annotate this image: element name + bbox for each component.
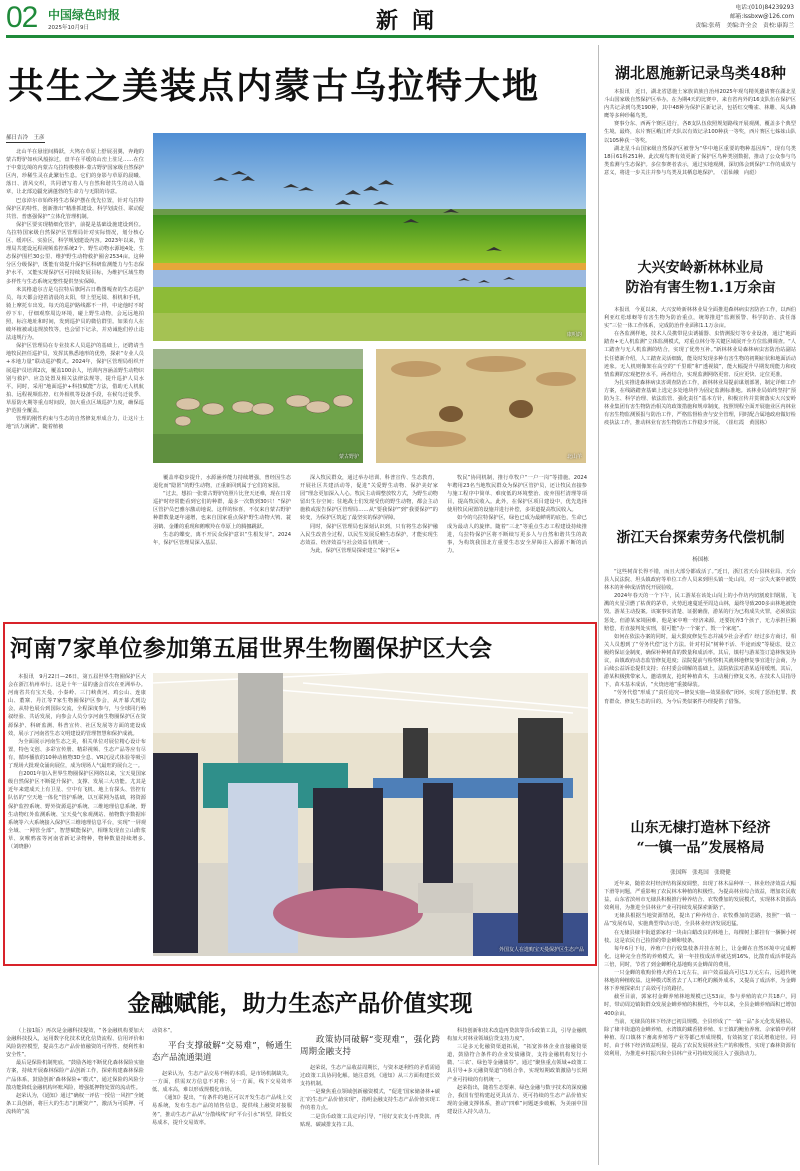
photo-ibex [376, 349, 586, 463]
paragraph: 每年6月下旬，养殖户自行收集枝条并挂在树上，让金蝉在自然环境中完成孵化。这种完全自然的养殖模式，第一年挂枝成活率就达到16%，比散育成活率提高三倍，同时，节省了到金蝉孵化基地购买金蝉苗的费用。 [604, 945, 796, 968]
paragraph: 如今的乌拉特保护区，绿色已成为最鲜明的底色，生命已成为最动人的旋律。随着“三北”等重点生态工程建设持续推进，乌拉特保护区将不断续写更多人与自然和谐共生的故事，为构筑我国北方重要生态安全屏障注入源源不断的活力。 [447, 515, 587, 554]
paragraph: 为扎实推进森林病虫害调查防治工作，新林林业局提前谋划部署，制定详细工作方案，在线路踏查基础上选定多处地块作为固定监测标准地。该林业局始终坚持“预防为主、科学治理、依法监管、强化责任”基本方针，积极宣传并贯彻落实大兴安岭林业集团有害生物防治相关的政策措施和规章制度，按照规程全面开展施业区内林业有害生物监测预报与防治工作，严格监督检查与安全管理，同时配合属地政府做好检疫执法工作，推动林业有害生物防治工作稳步开展。 （崔红霞 黄国栋） [604, 379, 796, 427]
paragraph: 深入牧民群众，通过举办培训、科普宣传、生态教育，开展社区共建活动等，促进“关爱野生动物、保护美好家园”理念更加深入人心。牧民主动调整放牧方式，为野生动物留出生存空间；驻地战士们发现受伤的野生动物，都会主动施救或报告保护区管理局……从“要我保护”到“我要保护”的转变，为保护区筑起了最坚实的保护屏障。 [300, 475, 438, 522]
finance-column-1 [6, 1027, 144, 1167]
page-number: 02 [6, 1, 38, 34]
lead-column-4 [447, 474, 587, 614]
finance-subhead-2: 政策协同破解“变现难”，强化跨周期金融支持 [300, 1035, 440, 1057]
paragraph: “过去，想拍一张蒙古野驴的照片比登天还难，现在日常巡护时经常能看到它们的种群，最多一次数到30只！”保护区管护员巴雅尔激动地说。这样的惊喜，不仅来自蒙古野驴种群数量逐年递增，也来自国家重点保护野生动物大鸨、蓑羽鹤、金雕的重现和鹅喉羚在草原上的腾挪跳跃。 [153, 491, 291, 530]
paragraph: 一只金蝉的收购价格大约在1元左右，亩户效益最高可达1万元左右，远超传统林地的种植收益。这种模式既省去了人工孵化的额外成本，又提高了成活率，为金蝉林下养殖探索出了高效可行的路径。 [604, 970, 796, 993]
photo-caption: 北山羊 [566, 454, 582, 460]
editors: 责编:张萌 美编:许全会 责校:康海兰 [695, 23, 794, 29]
paragraph: “这些树苗长得不错，而且大部分都成活了。”近日，浙江省天台县林业局、天台县人民法院、坦头镇政府等单位工作人员来到坦头镇一处山岗，对一宗失火案中被毁林木的补种成活情况开展验收。 [604, 569, 796, 592]
paragraph: 牧民”协同机制，推行草牧户“一户一岗”等措施。2024年聘用23名当地牧民群众为保护区管护员，还让牧民直接参与施工程序中简单、难度低的环境整治、废弃围栏清理等项目，提高牧民收入。此外，在保护区项目建设中，优先选择使用牧民闲置的设施并进行补偿，多渠道提高牧民收入。 [447, 475, 587, 514]
finance-column-4 [447, 1027, 587, 1167]
photo-credit: 康明韵 [566, 332, 582, 338]
daxinganling-headline: 大兴安岭新林林业局 防治有害生物1.1万余亩 [625, 260, 776, 296]
zhejiang-headline: 浙江天台探索劳务代偿机制 [616, 530, 785, 546]
paragraph: “劳务代偿”形成了“责任追究—修复实施—效果验收”闭环，实现了惩治犯罪、教育群众、修复生态的目的，为今后类似案件办理提供了借鉴。 [604, 690, 796, 705]
newspaper-logo: 中国绿色时报 [48, 8, 121, 22]
photo-wild-asses [153, 349, 363, 463]
lead-headline: 共生之美装点内蒙古乌拉特大地 [8, 65, 541, 107]
paragraph: 管理的刚性约束与生态的自然修复形成合力，让这片土地“活力满满”。随着植被 [6, 416, 144, 431]
photo-caption: 蒙古野驴 [338, 454, 359, 460]
paragraph: （上接1版）再次是金融科技提效，“各金融机构要加大金融科技投入，运用数字化技术优化信贷流程、信用评价和风险防控模型，提高生态产品价值融资的可得性、便利性和安全性”。 [6, 1028, 144, 1059]
shandong-byline: 张国辉 张兆国 张晓健 [670, 870, 731, 876]
zhejiang-body [604, 568, 796, 798]
photo-conference-booth [153, 673, 588, 956]
zhejiang-byline: 杨国栋 [692, 557, 709, 563]
shandong-body [604, 880, 796, 1168]
paragraph: 在各监测样地，技术人员携带昆虫诱捕器、虫情测报灯等专业设备，通过“地面踏查+无人机监测”立体监测模式，对重点林分等关键区域展开全方位监测调查。“人工踏查与无人机监测的结合，实现了优势互补。”新林林业局森林病虫害防治站副站长任德新介绍，人工踏查灵活细致，能及时发现多种有害生物的初期症状和地面活动迹象。无人机则像架在高空的“千里眼”和“透视镜”，能大幅提升早期发现能力和疫情监测的宏观把控水平。两者结合，实现监测网络更密、反应更快、定位更准。 [604, 331, 796, 378]
paragraph: 为全面展示河南生态之美，相关单位对展位精心设计布置，特色文创、多彩宣传册、精彩视频、生态产品等应有尽有，循环播放的10种动植物3D全息、VR沉浸式体验等吸引了现场大批观众涌向展位，成为现场人气最旺的展台之一。 [8, 738, 146, 770]
photo-cranes-grassland [153, 133, 586, 341]
paragraph: 无棣县根据当地资源情况，提出了种养结合、农牧叠加的思路，按照“一镇一品”发展布局，实施典型带动示范，全县林业经济发展迅猛。 [604, 913, 796, 928]
paragraph: 在无棣县棣丰街道郭家村一块由白蜡改良的林地上，每棵树上都挂有一捆捆小树枝。这是农民自己捡拾的带金蝉卵枝条。 [604, 929, 796, 944]
paragraph: 生态的蝶变，离不开民众保护意识“生根发芽”。2024年，保护区管理局深入基层、 [153, 531, 291, 546]
photo-caption: 外国友人在选购宝天曼保护区生态产品 [498, 947, 584, 953]
paragraph: 湖北星斗山国家级自然保护区被誉为“华中地区重要的物种基因库”，现有鸟类18目61科251种。此次观鸟赛有效更新了保护区鸟种类别数据，推动了公众参与鸟类监测与生态保护。多位参赛者表示，通过实地观测，深切体会到保护工作的成效与意义，将进一步关注并参与鸟类及其栖息地保护。 （雷仙娥 向彪） [604, 145, 796, 176]
paragraph: 覆盖率稳步提升，水源涵养能力持续增强，曾经因生态退化而“隐匿”的野生动物，正重新回到属于它们的家园。 [153, 475, 291, 490]
paragraph: 一是聚焦重点领域创新融资模式，“促进‘国家储备林+碳汇’的生态产品价值实现”，指明金融支持生态产品价值实现工作的着力点。 [300, 1089, 440, 1112]
column-divider [598, 45, 599, 1165]
paragraph: 为此，保护区管理局探索建立“保护区+ [310, 547, 401, 554]
finance-headline: 金融赋能，助力生态产品价值实现 [127, 990, 473, 1017]
paragraph: 赵荣认为，《通知》通过“确权一评估一授信一风控”全链条工具创新，将巨大的生态“沉睡资产”，激活为可质押、可流转的“流 [6, 1092, 144, 1115]
paragraph: 三是多元化融资渠道拓展，“拓宽涉林企业直接融资渠道，鼓励符合条件的企业发债融资，支持金融机构发行小微、‘三农’、绿色等金融债券”。通过“聚焦重点领域+政策工具引导+多元融资渠道”的组合拳，实现短期政策激励与长期产业可持续的有机统一。 [447, 1044, 587, 1083]
contact-info [695, 4, 794, 31]
paragraph: 赵荣认为，生态产品交易不畅的本质，是市场机制缺失。一方面，供需双方信息不对称；另一方面，线下交易效率低、成本高，难以形成规模化市场。 [152, 1071, 292, 1094]
paragraph: 近年来，随着农村经济结构深度调整，出现了林木品种单一、林业经济效益大幅下滑等问题，严重影响了农民林木种植的积极性。为提高林业综合效益，增加农民收益，山东省滨州市无棣县积极推行种养结合、农牧叠加的发展模式，实现林木资源高效利用，为推进全县林业产业可持续发展探索新路子。 [604, 881, 796, 912]
paragraph: 自2001年加入世界生物圈保护区网络以来，宝天曼国家级自然保护区不断提升保护、支撑、发展三大功能。尤其是近年来建成天上有卫星、空中有飞机、地上有探头、管控有队伍的“空天地一体化”管护系统，以互联网为基础，将资源保护监控系统、野外资源巡护系统、三维地理信息系统、野生动物红外监测系统、宝天曼气象观测站、植物数字数据库系统等六大系统接入保护区三维地理信息平台，实现“一屏观全域、一网管全部”，智慧赋能保护，相继发现直立山酢浆草、灰喉鸦雀等河南省新记录物种，物种数量持续增多。 （刘晓静） [8, 771, 152, 850]
issue-date: 2025年10月9日 [48, 25, 89, 31]
paragraph: 巴彦淖尔市始终将生态保护摆在优先位置，针对乌拉特保护区的特性，创新推出“精准抓建设、科学划责任、联动促共管、普惠强保护”立体化管理机制。 [6, 197, 144, 220]
paragraph: 《通知》提出，“有条件的地区可以开发生态产品线上交易系统，发布生态产品的销售信息，提供线上融资对接服务”，推动生态产品从“分散线线”向“平台引水”转型，降低交易成本，提升交易效率。 [152, 1095, 292, 1126]
email[interactable]: 邮箱:lssbxw@126.com [729, 14, 794, 20]
paragraph: 本报讯 近日，湖北省恩施土家族苗族自治州2025年观鸟精英邀请赛在湖北星斗山国家级自然保护区举办。在为期4天的比赛中，来自省内外的16支队伍在保护区内共记录到鸟类190种，其中48种为保护区新记录，包括红交嘴雀、林雕、凤头蜂鹰等多种珍稀鸟类。 [604, 89, 796, 120]
section-title: 新闻 [376, 8, 449, 34]
paragraph: 如何在依法办案的同时，最大限度修复生态并减少社会矛盾？经过多方商讨，相关人员想到了“劳务代偿”这个方法。针对村民“树种不活、半途而废”等疑虑，设立履约保证金制度，确保补种树苗的数量和成活率。其后，镇村与游某签订造林恢复协议，由镇政府动态监管修复进度；法院提前与检察机关就林地修复事宜进行会商，为后续公益诉讼提供支持；在村委会调解的基础上，法院依法对游某适用缓刑。其后，游某积极携带家人、邀请朋友，抢时种植苗木，主动履行修复义务。在技术人员指导下，苗木基本成活，“火烧迹地”重披绿装。 [604, 633, 796, 689]
paragraph: 2024年春天的一个下午，民工游某在该处山岗上的小作坊内切割废旧钢筋，飞溅的火星引燃了枯黄的茅草，火势迅速蔓延至周边山林，最终导致200多亩林地被烧毁。游某主动投案。该案事实清楚、证据确凿，游某的行为已构成失火罪，必须依法惩处。但游某家境困难，他是家中唯一经济来源，还要抚养3个孩子，无力承担巨额赔偿，若直接判处实刑，很可能“办一个案子、毁一个家庭”。 [604, 593, 796, 632]
paragraph: 科技创新和技术改造再贷款等货币政策工具，引导金融机构加大对林业领域信贷支持力度”。 [447, 1028, 587, 1043]
paragraph: 截至目前，郭家村金蝉养殖林地规模已达53亩，参与养殖的农户共18户。同时，带动周边镇街群众发展金蝉养殖的积极性，今年以来，全县金蝉养殖面积已增加400余亩。 [604, 994, 796, 1017]
paragraph: 保护区管理局在专业技术人员巡护的基础上，还聘请当地牧民担任巡护员，发挥其熟悉地形的优势，探索“专业人员+本地力量”联动巡护模式。2024年，保护区管理局组织开展巡护员培训2次，覆盖100余人，培训内容涵盖野生动物识别与救护、应急处置及相关法律法规等，提升巡护人员水平。同时，采用“地面巡护+科技赋能”方法，借助无人机航拍、远程视频监控、红外相机等设备手段，在候鸟迁徙季、草原防火期等重点时间段，加大重点区域巡护力度，确保巡护范围全覆盖。 [6, 343, 144, 414]
hubei-headline: 湖北恩施新记录鸟类48种 [615, 64, 786, 82]
paragraph: 米其格道尔吉是乌拉特后旗阿古日勒图嘎查的生态巡护员，每天都会迎着清晨的太阳，带上望远镜、相机和手机，骑上摩托车出发。每天的巡护路线都不一样，中途他时不时停下车，仔细观察周边环境，碰上野生动物，会远远地拍照，标注地址和时间，发到巡护员的微信群里。如果有人在破坏植被或违规放牧等，也会留下记录，并劝诫他们停止违法违规行为。 [6, 286, 144, 342]
paragraph: 赛事分东、西两个赛区进行，各8支队伍依照规划路线开展观测，覆盖多个典型生境。最终，东片赛区峨江纤夫队以有效记录100种获一等奖，西片赛区七姊妹山队以105种获一等奖。 [604, 121, 796, 144]
finance-column-3 [300, 1027, 440, 1167]
paragraph: 同时，保护区管理局也深刻认识到，只有将生态保护融入民生改善全过程，以民生发展反哺生态保护，才能实现生态效益、经济效益与社会效益有机统一。 [300, 523, 438, 546]
hubei-body [604, 88, 796, 238]
henan-body [8, 673, 152, 958]
lead-column-3 [300, 474, 438, 614]
lead-column-2 [153, 474, 291, 614]
phone: 电话:(010)84239293 [735, 5, 794, 11]
paragraph: 北山羊在悬崖间腾跃，大鸨在草原上舒展羽翼，奔跑的蒙古野驴如疾风般掠过，盘羊在平缓的山峦上驻足……在位于中蒙边境的内蒙古乌拉特梭梭林-蒙古野驴国家级自然保护区内，珍稀生灵在此繁衍生息。它们的身影与草原的晨曦、落日、清风交织，共同谱写着人与自然和谐共生的动人篇章，让北部边疆充满蓬勃的生命力与无限的诗意。 [6, 149, 144, 196]
paragraph: 本报讯 9月22日—26日，第五届世界生物圈保护区大会在浙江杭州举行。这是十年一届的盛会首次在亚洲举办。河南省共有宝天曼、小秦岭、三门峡黄河、鸡公山、连康山、董寨、丹江等7家生物圈保护区参会，从开幕式到边会，从特色展台到国际交流，全程深度参与，与全球同行畅叙经验、共话发展，向参会人员分享河南生物圈保护区在资源保护、科研监测、科普宣传、社区发展等方面的建设成效，展示了河南省生态文明建设的管理智慧和保护成就。 [8, 674, 146, 737]
paragraph: 最后是保险机制兜底，“鼓励各地不断优化森林保险实施方案，持续开展森林保险产品创新工作，探索构建森林保险产品体系，鼓励创新‘森林保险+’模式”，通过保险的风险分散功能降低金融机构坏账风险，增强抵押物处置的流动性。 [6, 1060, 144, 1091]
paragraph: 本报讯 今夏以来，大兴安岭新林林业局全面推进森林病虫害防治工作，以西伯利亚红松球蚜等有害生物为防治重点，统筹推进“监测预警、科学防治、责任落实”三位一体工作体系，完成防治作业面积1.1万余亩。 [604, 307, 796, 330]
paragraph: 保护区要实现精细化管护，前提是基础设施建设到位。乌拉特国家级自然保护区管理局针对实际情况，划分核心区、缓冲区、实验区，科学规划建设内容。2023年以来，管理局共建设远程视频监控系统2个、野生动物水源地4处、生态保护围栏30公里、维护野生动物救护圈舍2534亩。这种分区分级保护，既能有效提升保护区科研监测能力与生态保护水平，又能实现保护区可持续发展目标，为维护区域生物多样性与生态系统完整性提供坚实保障。 [6, 221, 144, 285]
lead-byline: 郝日吉冷 王彦 [6, 135, 45, 141]
paragraph: 赵荣说，生态产品收益周期长，与资本逐利性的矛盾需通过政策工具协同化解。她注意到，《通知》从三方面构建长效支持机制。 [300, 1065, 440, 1088]
header-rule [6, 35, 794, 38]
lead-column-1 [6, 148, 144, 618]
paragraph: 赵荣指出，随着生态要素、绿色金融与数字技术的深度融合，我国有望构建起更具活力、更可持续的生态产品价值实现的金融支撑体系，推动“四难”问题逐步破解，为美丽中国建设注入持久动力。 [447, 1084, 587, 1115]
henan-headline: 河南7家单位参加第五届世界生物圈保护区大会 [10, 635, 493, 662]
paragraph: 二是货币政策工具定向引导，“用好支农支小再贷款、再贴现、碳减排支持工具、 [300, 1113, 440, 1128]
paragraph: 当前，无棣县的林下经济已初具规模，全县形成了“一镇一品”多元化发展格局。除了棣丰街道的金蝉养殖，水湾镇的藏香猪养殖、车王镇的鲍鱼养殖、佘家镇中药材种植、埕口镇林下畜禽养殖等产业等都已形成规模，有效拓宽了农民增收途径。同时，由于林下经济效益明显，提高了农民发展林业生产的积极性，实现了森林资源有效利用，为推进乡村振兴和全县林产业可持续发展注入了强劲动力。 [604, 1018, 796, 1057]
daxinganling-body [604, 306, 796, 506]
shandong-headline: 山东无棣打造林下经济 “一镇一品”发展格局 [630, 820, 771, 856]
finance-column-2: 动资本”。 平台支撑破解“交易难”，畅通生态产品流通渠道 赵荣认为，生态产品交易不畅的本质，是市场机制缺失。一方面，供需双方信息不对称；另一方面，线下交易效率低、成本高，难以形成规模化市场。 《通知》提出，“有条件的地区可以开发生态产品线上交易系统，发布生态产品的销售信息，提供线上融资对接服务”，推动生态产品从“分散线线”向“平台引水”转型，降低交易成本，提升交易效率。 [152, 1028, 292, 1126]
finance-subhead-1: 平台支撑破解“交易难”，畅通生态产品流通渠道 [152, 1041, 292, 1064]
